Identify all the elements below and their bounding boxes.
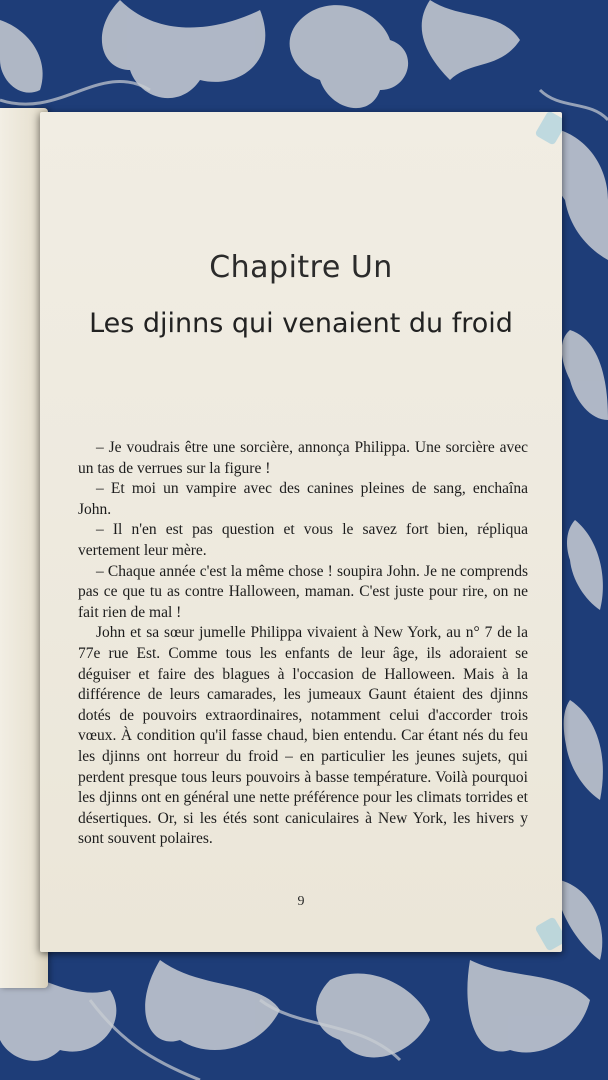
paragraph: – Chaque année c'est la même chose ! soupira John. Je ne comprends pas ce que tu as contre Halloween, maman. C'est juste pour rire, on ne fait rien de mal ! bbox=[78, 562, 528, 621]
tape-bottom-right bbox=[534, 916, 562, 951]
paragraph: John et sa sœur jumelle Philippa vivaient à New York, au n° 7 de la 77e rue Est. Comme tous les enfants de leur âge, ils adoraient se déguiser et faire des blagues à l'occasion de Halloween. Mais à la différence de leurs camarades, les jumeaux Gaunt étaient des djinns dotés de pouvoirs extraordinaires, notamment celui d'accorder trois vœux. À condition qu'il fasse chaud, bien entendu. Car étant nés du feu les djinns ont horreur du froid – en particulier les jeunes sujets, qui perdent presque tous leurs pouvoirs à basse température. Voilà pourquoi les djinns ont en général une nette préférence pour les climats torrides et désertiques. Or, si les étés sont caniculaires à New York, les hivers y sont souvent polaires. bbox=[78, 624, 528, 848]
chapter-title: Les djinns qui venaient du froid bbox=[89, 308, 513, 339]
paragraph: – Et moi un vampire avec des canines pleines de sang, enchaîna John. bbox=[78, 480, 528, 518]
book-page bbox=[40, 112, 562, 952]
tape-top-right bbox=[534, 112, 562, 146]
page-number: 9 bbox=[297, 894, 305, 909]
paragraph: – Il n'en est pas question et vous le savez fort bien, répliqua vertement leur mère. bbox=[78, 521, 528, 559]
paragraph: – Je voudrais être une sorcière, annonça Philippa. Une sorcière avec un tas de verrues sur la figure ! bbox=[78, 439, 528, 477]
chapter-body bbox=[78, 438, 528, 850]
chapter-number: Chapitre Un bbox=[209, 250, 393, 285]
